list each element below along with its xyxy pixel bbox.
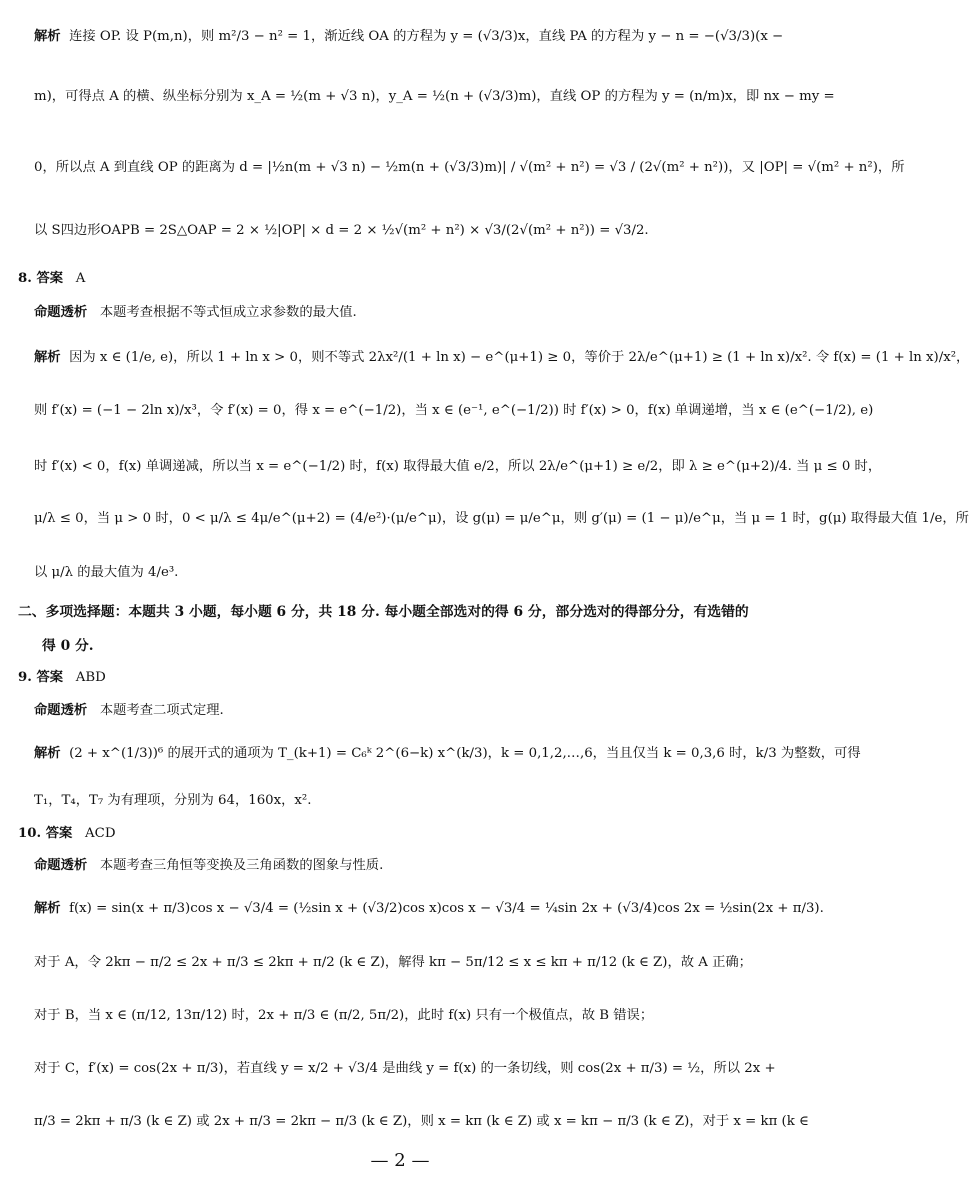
line-text: 以 S四边形OAPB = 2S△OAP = 2 × ½|OP| × d = 2 × ½√(m² + n²) × √3/(2√(m² + n²)) = √3/2. — [34, 223, 649, 238]
line-text: 本题考查二项式定理. — [99, 703, 224, 718]
text-line — [0, 952, 800, 974]
line-text: 时 f′(x) < 0，f(x) 单调递减，所以当 x = e^(−1/2) 时，f(x) 取得最大值 e/2，所以 2λ/e^(μ+1) ≥ e/2，即 λ ≥ e^(μ+2)/4. 当 μ ≤ 0 时， — [34, 459, 882, 474]
line-lead: 命题透析 — [34, 703, 88, 718]
line-text: 本题考查三角恒等变换及三角函数的图象与性质. — [99, 858, 384, 873]
line-text: 本题考查根据不等式恒成立求参数的最大值. — [99, 305, 357, 320]
line-text: π/3 = 2kπ + π/3 (k ∈ Z) 或 2x + π/3 = 2kπ − π/3 (k ∈ Z)，则 x = kπ (k ∈ Z) 或 x = kπ − π/3 (k ∈ Z)，对于 x = kπ (k ∈ — [34, 1114, 809, 1129]
line-text: A — [75, 271, 86, 286]
line-text: 对于 C，f′(x) = cos(2x + π/3)，若直线 y = x/2 + √3/4 是曲线 y = f(x) 的一条切线，则 cos(2x + π/3) = ½，所以 2x + — [34, 1061, 776, 1076]
line-text: ACD — [85, 826, 116, 841]
text-line — [0, 86, 835, 108]
line-lead: 命题透析 — [34, 305, 88, 320]
line-text: 以 μ/λ 的最大值为 4/e³. — [34, 565, 179, 580]
line-text: 对于 A，令 2kπ − π/2 ≤ 2x + π/3 ≤ 2kπ + π/2 (k ∈ Z)，解得 kπ − 5π/12 ≤ x ≤ kπ + π/12 (k ∈ Z)，故 A 正确； — [34, 955, 752, 970]
text-line — [0, 855, 800, 877]
text-line — [0, 268, 800, 290]
line-lead: 8. 答案 — [18, 271, 64, 286]
line-lead: 9. 答案 — [18, 670, 64, 685]
text-line — [0, 26, 800, 48]
section-heading-cont — [0, 635, 800, 657]
line-text: 二、多项选择题：本题共 3 小题，每小题 6 分，共 18 分. 每小题全部选对的得 6 分，部分选对的得部分分，有选错的 — [18, 604, 749, 620]
text-line — [0, 700, 800, 722]
text-line — [0, 400, 874, 422]
line-text: 则 f′(x) = (−1 − 2ln x)/x³，令 f′(x) = 0，得 x = e^(−1/2)，当 x ∈ (e⁻¹, e^(−1/2)) 时 f′(x) > 0，f(x) 单调递增，当 x ∈ (e^(−1/2), e) — [34, 403, 874, 418]
text-line — [0, 898, 824, 920]
text-line — [0, 1111, 809, 1133]
text-line — [0, 456, 882, 478]
line-text: 得 0 分. — [42, 638, 94, 654]
line-lead: 解析 — [34, 901, 61, 916]
line-text: 0，所以点 A 到直线 OP 的距离为 d = |½n(m + √3 n) − ½m(n + (√3/3)m)| / √(m² + n²) = √3 / (2√(m² + n²))，又 |OP| = √(m² + n²)，所 — [34, 160, 905, 175]
line-text: m)，可得点 A 的横、纵坐标分别为 x_A = ½(m + √3 n)，y_A = ½(n + (√3/3)m)，直线 OP 的方程为 y = (n/m)x，即 nx − my = — [34, 89, 835, 104]
line-lead: 解析 — [34, 29, 61, 44]
line-text: T₁，T₄，T₇ 为有理项，分别为 64，160x，x². — [34, 793, 312, 808]
text-line — [0, 1005, 800, 1027]
line-text: 对于 B，当 x ∈ (π/12, 13π/12) 时，2x + π/3 ∈ (π/2, 5π/2)，此时 f(x) 只有一个极值点，故 B 错误； — [34, 1008, 654, 1023]
text-line — [0, 220, 800, 242]
line-lead: 解析 — [34, 350, 61, 365]
text-line — [0, 743, 861, 765]
text-line — [0, 508, 969, 530]
text-line — [0, 562, 800, 584]
text-line — [0, 790, 800, 812]
text-line — [0, 667, 800, 689]
section-heading — [0, 601, 800, 623]
line-lead: 解析 — [34, 746, 61, 761]
text-line — [0, 1058, 800, 1080]
text-line — [0, 302, 800, 324]
line-text: μ/λ ≤ 0，当 μ > 0 时，0 < μ/λ ≤ 4μ/e^(μ+2) = (4/e²)·(μ/e^μ)，设 g(μ) = μ/e^μ，则 g′(μ) = (1 − μ)/e^μ，当 μ = 1 时，g(μ) 取得最大值 1/e，所 — [34, 511, 969, 526]
line-text: (2 + x^(1/3))⁶ 的展开式的通项为 T_(k+1) = C₆ᵏ 2^(6−k) x^(k/3)，k = 0,1,2,…,6，当且仅当 k = 0,3,6 时，k/3 为整数，可得 — [69, 746, 861, 761]
line-lead: 10. 答案 — [18, 826, 73, 841]
text-line — [0, 823, 800, 845]
page-number: — 2 — — [370, 1150, 430, 1171]
line-text: 连接 OP. 设 P(m,n)，则 m²/3 − n² = 1，渐近线 OA 的方程为 y = (√3/3)x，直线 PA 的方程为 y − n = −(√3/3)(x − — [69, 29, 784, 44]
line-lead: 命题透析 — [34, 858, 88, 873]
line-text: 因为 x ∈ (1/e, e)，所以 1 + ln x > 0，则不等式 2λx²/(1 + ln x) − e^(μ+1) ≥ 0，等价于 2λ/e^(μ+1) ≥ (1 + ln x)/x². 令 f(x) = (1 + ln x)/x²， — [69, 350, 969, 365]
text-line — [0, 157, 905, 179]
text-line — [0, 347, 969, 369]
line-text: ABD — [75, 670, 106, 685]
line-text: f(x) = sin(x + π/3)cos x − √3/4 = (½sin x + (√3/2)cos x)cos x − √3/4 = ¼sin 2x + (√3/4)cos 2x = ½sin(2x + π/3). — [69, 901, 824, 916]
